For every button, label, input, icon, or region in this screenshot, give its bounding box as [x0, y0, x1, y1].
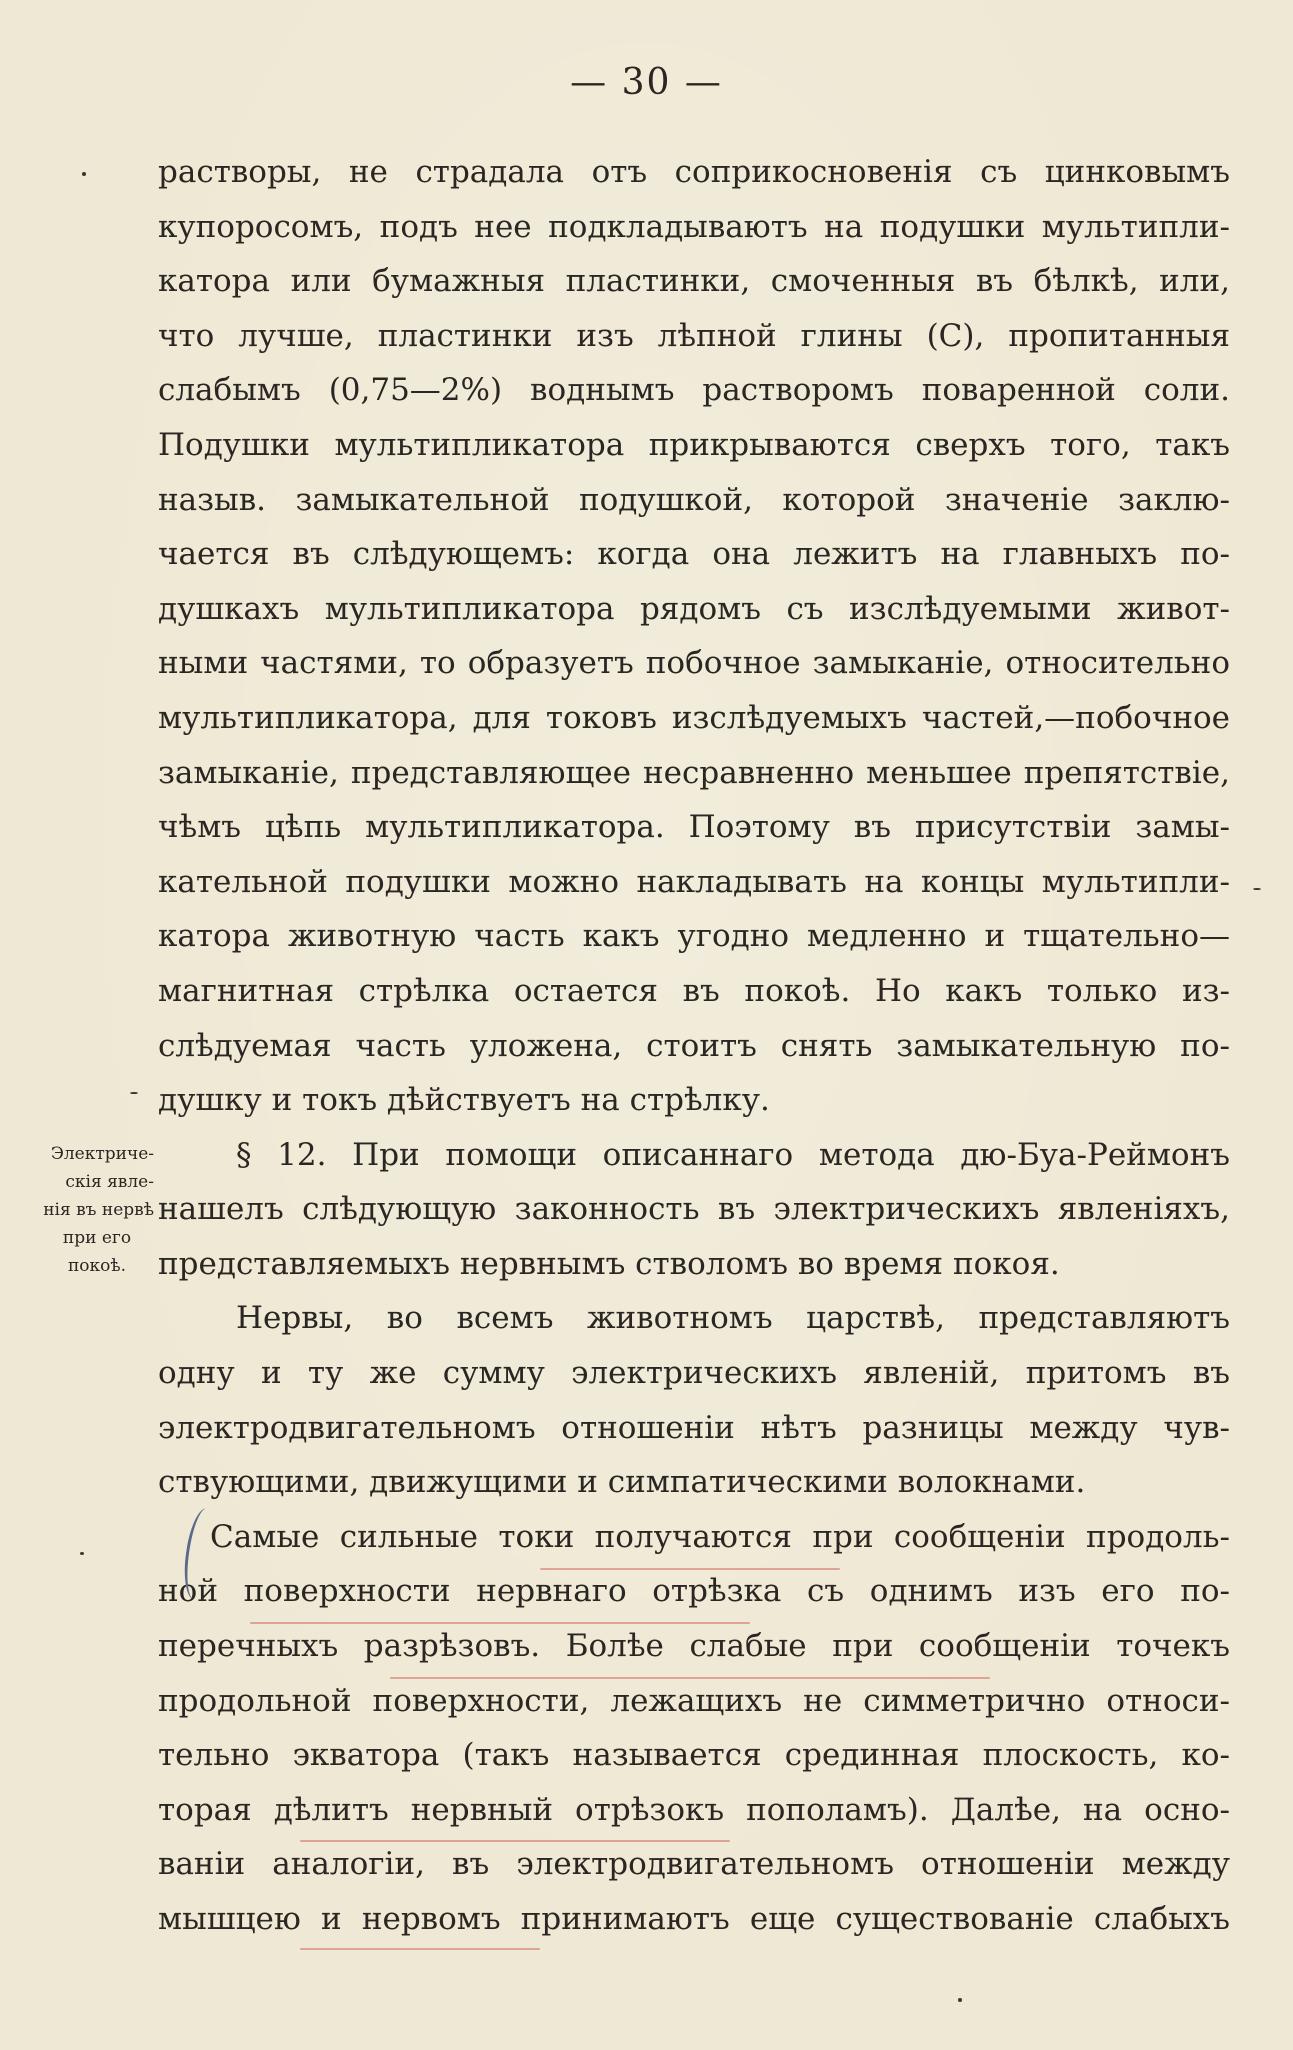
- margin-note-line: Электриче-: [50, 1144, 154, 1164]
- margin-note-line: при его: [62, 1228, 132, 1248]
- text-line: купоросомъ, подъ нее подкладываютъ на подушки мультипли-: [158, 208, 1230, 245]
- paragraph-1: [158, 145, 1230, 1128]
- text-line: назыв. замыкательной подушкой, которой значеніе заклю-: [158, 481, 1230, 518]
- ink-speck: [130, 1092, 138, 1094]
- ink-speck: [1253, 888, 1261, 890]
- text-line: продольной поверхности, лежащихъ не симметрично относи-: [158, 1682, 1230, 1719]
- paragraph-4: [158, 1510, 1230, 1947]
- text-line: замыканіе, представляющее несравненно меньшее препятствіе,: [158, 754, 1230, 791]
- text-line: душкахъ мультипликатора рядомъ съ изслѣдуемыми живот-: [158, 590, 1230, 627]
- text-line: душку и токъ дѣйствуетъ на стрѣлку.: [158, 1082, 770, 1119]
- text-line: перечныхъ разрѣзовъ. Болѣе слабые при сообщеніи точекъ: [158, 1628, 1230, 1665]
- text-line: Самые сильные токи получаются при сообщеніи продоль-: [210, 1518, 1230, 1555]
- page-number: — 30 —: [570, 62, 723, 103]
- paragraph-2: [158, 1128, 1230, 1292]
- ink-speck: [82, 172, 86, 176]
- text-line: Подушки мультипликатора прикрываются сверхъ того, такъ: [158, 426, 1230, 463]
- text-line: торая дѣлитъ нервный отрѣзокъ пополамъ). Далѣе, на осно-: [158, 1791, 1230, 1828]
- margin-note-line: нія въ нервѣ: [43, 1200, 154, 1220]
- text-line: ной поверхности нервнаго отрѣзка съ однимъ изъ его по-: [158, 1573, 1230, 1610]
- text-line: кательной подушки можно накладывать на концы мультипли-: [158, 863, 1230, 900]
- ink-speck: [958, 1998, 962, 2002]
- text-line: мультипликатора, для токовъ изслѣдуемыхъ частей,—побочное: [158, 699, 1230, 736]
- paragraph-3: [158, 1291, 1230, 1509]
- text-line: слѣдуемая часть уложена, стоитъ снять замыкательную по-: [158, 1027, 1230, 1064]
- text-line: катора или бумажныя пластинки, смоченныя въ бѣлкѣ, или,: [158, 263, 1230, 300]
- margin-note: [10, 1140, 154, 1280]
- text-line: одну и ту же сумму электрическихъ явленій, притомъ въ: [158, 1355, 1230, 1392]
- margin-note-line: скія явле-: [65, 1172, 154, 1192]
- text-line: магнитная стрѣлка остается въ покоѣ. Но какъ только из-: [158, 972, 1230, 1009]
- text-line: электродвигательномъ отношеніи нѣтъ разницы между чув-: [158, 1409, 1230, 1446]
- margin-note-line: покоѣ.: [67, 1256, 127, 1276]
- text-line: ными частями, то образуетъ побочное замыканіе, относительно: [158, 645, 1230, 682]
- text-line: что лучше, пластинки изъ лѣпной глины (С), пропитанныя: [158, 317, 1230, 354]
- red-underline-mark: [300, 1948, 540, 1950]
- red-underline-mark: [300, 1840, 730, 1842]
- text-line: чается въ слѣдующемъ: когда она лежитъ на главныхъ по-: [158, 536, 1230, 573]
- text-line: Нервы, во всемъ животномъ царствѣ, представляютъ: [236, 1300, 1230, 1337]
- text-line: нашелъ слѣдующую законность въ электрическихъ явленіяхъ,: [158, 1191, 1230, 1228]
- text-line: растворы, не страдала отъ соприкосновенія съ цинковымъ: [158, 154, 1230, 190]
- text-line: чѣмъ цѣпь мультипликатора. Поэтому въ присутствіи замы-: [158, 809, 1230, 846]
- text-line: § 12. При помощи описаннаго метода дю-Буа-Реймонъ: [236, 1136, 1230, 1173]
- text-line: катора животную часть какъ угодно медленно и тщательно—: [158, 918, 1230, 955]
- text-line: ваніи аналогіи, въ электродвигательномъ отношеніи между: [158, 1846, 1230, 1883]
- ink-speck: [80, 1552, 84, 1555]
- text-line: слабымъ (0,75—2%) воднымъ растворомъ поваренной соли.: [158, 372, 1230, 409]
- text-line: ствующими, движущими и симпатическими волокнами.: [158, 1464, 1086, 1501]
- red-underline-mark: [250, 1622, 750, 1624]
- text-line: тельно экватора (такъ называется срединная плоскость, ко-: [158, 1737, 1230, 1774]
- text-line: мышцею и нервомъ принимаютъ еще существованіе слабыхъ: [158, 1901, 1230, 1937]
- text-line: представляемыхъ нервнымъ стволомъ во время покоя.: [158, 1245, 1060, 1282]
- red-underline-mark: [390, 1677, 990, 1679]
- red-underline-mark: [540, 1568, 840, 1570]
